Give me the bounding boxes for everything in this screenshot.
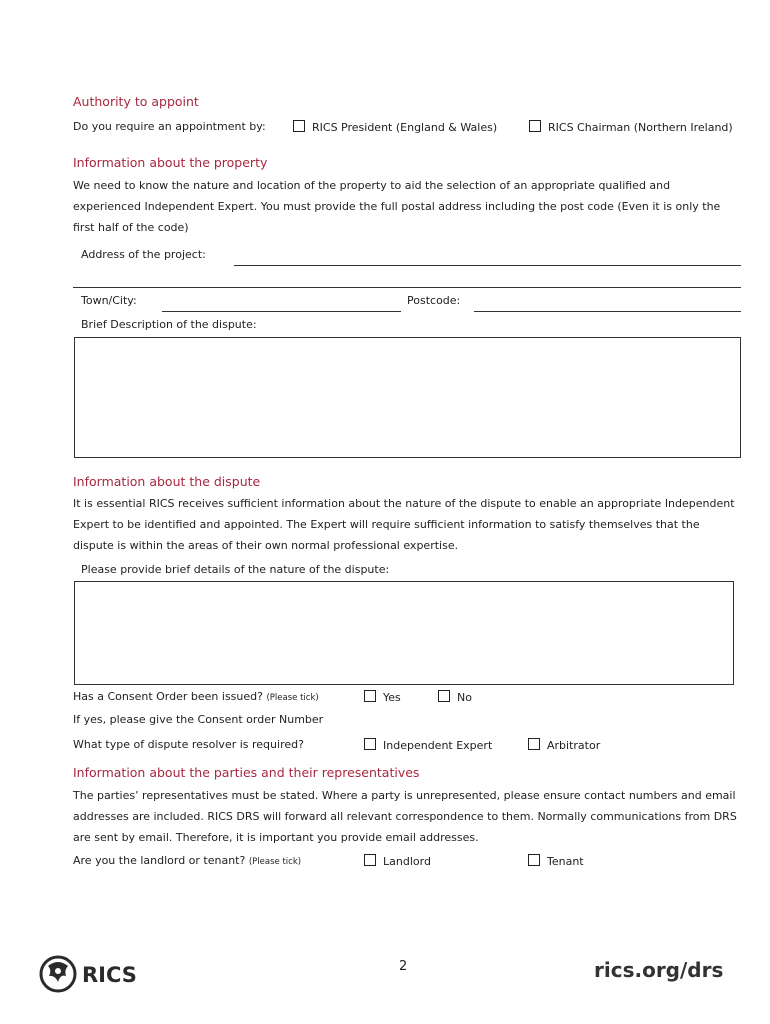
property-heading: Information about the property [73, 155, 268, 170]
consent-no-label: No [457, 691, 472, 704]
postcode-input-line[interactable] [474, 311, 741, 312]
dispute-details-label: Please provide brief details of the nature of the dispute: [81, 563, 390, 576]
arbitrator-label: Arbitrator [547, 739, 601, 752]
address-input-line-2[interactable] [73, 287, 741, 288]
consent-no-checkbox[interactable] [438, 690, 450, 702]
property-description: We need to know the nature and location of the property to aid the selection of an appropriate qualified and experienced Independent Expert. You must provide the full postal address including the post code (Even it is only the first half of the code) [73, 179, 721, 234]
consent-order-question [73, 690, 319, 703]
independent-expert-label: Independent Expert [383, 739, 493, 752]
resolver-question: What type of dispute resolver is required? [73, 738, 304, 751]
arbitrator-checkbox[interactable] [528, 738, 540, 750]
option-consent-yes[interactable] [364, 690, 401, 704]
town-input-line[interactable] [162, 311, 401, 312]
consent-yes-checkbox[interactable] [364, 690, 376, 702]
dispute-description: It is essential RICS receives sufficient information about the nature of the dispute to enable an appropriate Independent Expert to be identified and appointed. The Expert will require sufficient information to satisfy themselves that the dispute is within the areas of their own normal professional expertise. [73, 497, 735, 552]
option-landlord[interactable] [364, 854, 431, 868]
consent-yes-label: Yes [383, 691, 401, 704]
rics-chairman-checkbox[interactable] [529, 120, 541, 132]
town-label: Town/City: [81, 294, 137, 307]
independent-expert-checkbox[interactable] [364, 738, 376, 750]
option-tenant[interactable] [528, 854, 584, 868]
website-link[interactable]: rics.org/drs [594, 958, 724, 982]
parties-heading: Information about the parties and their representatives [73, 765, 420, 780]
postcode-label: Postcode: [407, 294, 461, 307]
landlord-label: Landlord [383, 855, 431, 868]
rics-president-label: RICS President (England & Wales) [312, 121, 498, 134]
tenant-label: Tenant [547, 855, 584, 868]
authority-heading: Authority to appoint [73, 94, 199, 109]
authority-question: Do you require an appointment by: [73, 120, 266, 133]
tenant-checkbox[interactable] [528, 854, 540, 866]
option-independent-expert[interactable] [364, 738, 492, 752]
option-consent-no[interactable] [438, 690, 472, 704]
parties-description: The parties’ representatives must be stated. Where a party is unrepresented, please ensure contact numbers and email addresses are included. RICS DRS will forward all relevant correspondence to them. Normally communications from DRS are sent by email. Therefore, it is important you provide email addresses. [73, 789, 737, 844]
page-number: 2 [399, 959, 408, 974]
landlord-checkbox[interactable] [364, 854, 376, 866]
address-label: Address of the project: [81, 248, 206, 261]
landlord-tenant-question-text: Are you the landlord or tenant? [73, 854, 246, 867]
option-rics-president[interactable] [293, 120, 497, 134]
consent-order-tick-note: (Please tick) [266, 693, 319, 703]
rics-lion-icon [38, 954, 158, 994]
consent-number-label: If yes, please give the Consent order Number [73, 713, 324, 726]
dispute-details-textarea[interactable] [74, 581, 734, 685]
address-input-line-1[interactable] [234, 265, 741, 266]
rics-logo-text: RICS [82, 963, 137, 987]
rics-logo [38, 954, 158, 994]
option-rics-chairman[interactable] [529, 120, 733, 134]
consent-order-question-text: Has a Consent Order been issued? [73, 690, 263, 703]
dispute-heading: Information about the dispute [73, 474, 261, 489]
landlord-tenant-tick-note: (Please tick) [248, 857, 302, 867]
landlord-tenant-question [73, 854, 301, 867]
rics-chairman-label: RICS Chairman (Northern Ireland) [548, 121, 733, 134]
brief-description-textarea[interactable] [74, 337, 741, 458]
rics-president-checkbox[interactable] [293, 120, 305, 132]
brief-description-label: Brief Description of the dispute: [81, 318, 257, 331]
option-arbitrator[interactable] [528, 738, 600, 752]
